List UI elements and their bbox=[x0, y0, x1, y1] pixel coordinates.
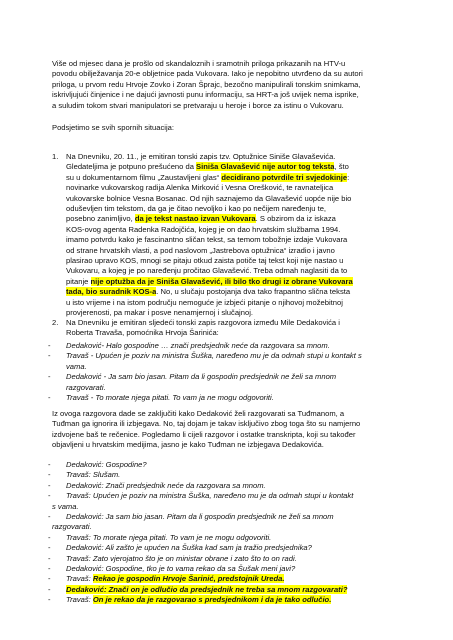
paragraph-line: izdvojene baš te rečenice. Pogledamo li cijeli razgovor i ostatke transkripta, koji su također bbox=[52, 429, 356, 439]
dash-bullet: - bbox=[48, 491, 51, 501]
dialog-line bbox=[48, 470, 412, 480]
dialog-line bbox=[48, 532, 412, 543]
intro-line: povodu obilježavanja 20-e obljetnice pada Vukovara. Iako je nepobitno utvrđeno da su autori bbox=[52, 69, 363, 79]
dialog-text-continued: s vama. bbox=[52, 501, 79, 511]
section-subtitle: Podsjetimo se svih spornih situacija: bbox=[52, 123, 174, 132]
item-line: Roberta Travaša, pomoćnika Hrvoja Šarinića: bbox=[66, 328, 219, 338]
list-number: 2. bbox=[52, 318, 59, 327]
speaker-label: Travaš: bbox=[66, 574, 93, 584]
dialog-text bbox=[52, 574, 412, 584]
item-line: vukovarske bolnice Vesna Bosanac. Od njih saznajemo da Glavašević uopće nije bio bbox=[66, 193, 352, 203]
text-run: posebno zanimljivo, bbox=[66, 214, 135, 224]
dialog-text: Travaš: Zato vjerojatno što je on ministar obrane i zato što to on radi. bbox=[66, 553, 297, 563]
paragraph-line: objavljeni u hrvatskim medijima, jasno je kako Tuđman ne izbjegava Dedakovića. bbox=[52, 440, 324, 450]
item-line: Na Dnevniku je emitiran sljedeći tonski zapis razgovora između Mile Dedakovića i bbox=[66, 318, 340, 327]
text-run: Gledateljima je potpuno prešućeno da bbox=[66, 162, 197, 172]
dialog-line bbox=[48, 393, 412, 403]
item-line: imamo potvrdu kako je fascinantno sličan tekst, sa temom tobožnje izdaje Vukovara bbox=[66, 235, 348, 245]
text-run: . No, u slučaju postojanja dva tako frapantno slična teksta bbox=[156, 287, 351, 297]
speaker-label: Travaš: bbox=[66, 595, 93, 605]
highlighted-text: Siniša Glavašević nije autor tog teksta bbox=[196, 162, 335, 172]
dialog-text: Travaš: To morate njega pitati. To vam je ne mogu odgovoriti. bbox=[66, 532, 272, 542]
dialog-text-continued: razgovarati. bbox=[52, 522, 92, 532]
highlighted-text: nije optužba da je Siniša Glavašević, ili bilo tko drugi iz obrane Vukovara bbox=[90, 276, 353, 286]
intro-line: Više od mjesec dana je prošlo od skandaloznih i sramotnih priloga prikazanih na HTV-u bbox=[52, 59, 346, 68]
highlighted-text: da je tekst nastao izvan Vukovara bbox=[134, 214, 256, 224]
highlighted-text: On je rekao da je razgovarao s predsjednikom i da je tako odlučio. bbox=[92, 595, 332, 605]
highlighted-text: Rekao je gospodin Hrvoje Šarinić, predstojnik Ureda. bbox=[92, 574, 285, 584]
dash-bullet: - bbox=[48, 341, 51, 350]
dialog-line bbox=[48, 351, 412, 372]
intro-paragraph bbox=[52, 59, 404, 111]
dash-bullet: - bbox=[48, 470, 51, 480]
list-item-1 bbox=[52, 152, 406, 319]
dash-bullet: - bbox=[48, 553, 51, 563]
item-line bbox=[66, 173, 406, 183]
analysis-paragraph bbox=[52, 409, 412, 451]
dialog-text-continued: razgovarati. bbox=[66, 382, 106, 392]
dialog-excerpt-2 bbox=[48, 460, 412, 606]
dialog-line bbox=[48, 512, 412, 533]
dialog-text: Dedaković - Ja sam bio jasan. Pitam da li gospodin predsjednik ne želi sa mnom bbox=[66, 372, 337, 382]
dialog-line bbox=[48, 341, 412, 351]
item-line: Na Dnevniku, 20. 11., je emitiran tonski zapis tzv. Optužnice Siniše Glavaševića. bbox=[66, 152, 336, 161]
dash-bullet: - bbox=[48, 564, 51, 574]
dialog-line bbox=[48, 491, 412, 512]
item-line: od strane hrvatskih vlasti, a pod naslovom „Jastrebova optužnica“ izradio i javno bbox=[66, 245, 335, 255]
dash-bullet: - bbox=[48, 574, 51, 584]
dialog-text: Travaš - To morate njega pitati. To vam ja ne mogu odgovoriti. bbox=[66, 393, 274, 403]
dialog-excerpt-1 bbox=[48, 341, 412, 403]
dash-bullet: - bbox=[48, 543, 51, 553]
highlighted-text: tada, bio suradnik KOS-a bbox=[66, 287, 157, 297]
dash-bullet: - bbox=[48, 595, 51, 605]
dialog-text: Travaš: Upućen je poziv na ministra Šuška, naređeno mu je da odmah stupi u kontakt bbox=[66, 491, 354, 501]
item-line: plasirao upravo KOS, mnogi se pitaju otkud zaista potiče taj tekst koji nije nastao u bbox=[66, 256, 344, 266]
dialog-line bbox=[48, 460, 412, 470]
dash-bullet: - bbox=[48, 460, 51, 469]
dialog-text-continued: vama. bbox=[66, 361, 87, 371]
paragraph-line: Tuđman ga ignorira ili izbjegava. No, taj dojam je takav isključivo zbog toga što su namjerno bbox=[52, 419, 361, 429]
intro-line: a suludim tokom stvari manipulatori se pretvaraju u heroje i borce za istinu o Vukovaru. bbox=[52, 100, 344, 110]
text-run: su u dokumentarnom filmu „Zaustavljeni glas“ bbox=[66, 172, 222, 182]
dialog-line bbox=[48, 574, 412, 584]
dialog-line bbox=[48, 553, 412, 564]
dialog-line bbox=[48, 372, 412, 393]
item-line bbox=[66, 162, 406, 172]
item-line: Vukovaru, a kojeg je po naređenju pročitao Glavašević. Treba odmah naglasiti da to bbox=[66, 266, 348, 276]
dash-bullet: - bbox=[48, 512, 51, 522]
text-run: : bbox=[347, 172, 350, 182]
dialog-text: Dedaković: Ja sam bio jasan. Pitam da li gospodin predsjednik ne želi sa mnom bbox=[66, 512, 334, 522]
item-line: KOS-ovog agenta Radenka Radojčića, kojeg je on dao hrvatskim službama 1994. bbox=[66, 224, 341, 234]
item-line bbox=[66, 287, 406, 297]
list-item-2 bbox=[52, 318, 406, 339]
dialog-text bbox=[52, 585, 412, 595]
dialog-text: Dedaković: Gospodine, tko je to vama rekao da sa Šušak meni javi? bbox=[66, 564, 296, 574]
dash-bullet: - bbox=[48, 532, 51, 542]
item-line: provjerenosti, pa makar i posve nenamjernoj i slučajnoj. bbox=[66, 308, 253, 318]
dash-bullet: - bbox=[48, 351, 51, 361]
dialog-line bbox=[48, 480, 412, 491]
item-line: novinarke vukovarskog radija Alenka Mirković i Vesna Orešković, te ravnateljica bbox=[66, 183, 334, 193]
intro-line: priloga, u prvom redu Hrvoje Zovko i Zoran Šprajc, bezočno manipulirali tonskim snimkama, bbox=[52, 79, 361, 89]
item-line bbox=[66, 277, 406, 287]
dialog-text: Dedaković: Gospodine? bbox=[66, 460, 147, 469]
highlighted-text: decidirano potvrdile tri svjedokinje bbox=[221, 172, 348, 182]
item-line bbox=[66, 214, 406, 224]
item-line: oduševljen tim tekstom, da ga je čitao nevoljko i kao po nečijem naređenju te, bbox=[66, 204, 327, 214]
list-number: 1. bbox=[52, 152, 59, 161]
dialog-text: Dedaković: Znači predsjednik neće da razgovara sa mnom. bbox=[66, 480, 266, 490]
dialog-text: Travaš: Slušam. bbox=[66, 470, 121, 480]
dialog-text: Travaš - Upućen je poziv na ministra Šuška, naređeno mu je da odmah stupi u kontakt s bbox=[66, 351, 362, 361]
dash-bullet: - bbox=[48, 584, 51, 594]
item-line: u isto vrijeme i na istom području nemoguće je izbjeći pitanje o njihovoj možebitnoj bbox=[66, 297, 343, 307]
dash-bullet: - bbox=[48, 393, 51, 403]
dash-bullet: - bbox=[48, 372, 51, 382]
dialog-text bbox=[52, 595, 412, 605]
paragraph-line: Iz ovoga razgovora dade se zaključiti kako Dedaković želi razgovarati sa Tuđmanom, a bbox=[52, 409, 345, 418]
dash-bullet: - bbox=[48, 480, 51, 490]
dialog-line bbox=[48, 564, 412, 574]
dialog-line bbox=[48, 543, 412, 553]
intro-line: iskrivljujući činjenice i ne dajući javnosti punu informaciju, sa HRT-a još uvijek nema isprike, bbox=[52, 90, 359, 100]
text-run: , što bbox=[334, 162, 349, 172]
dialog-line bbox=[48, 595, 412, 605]
dialog-text: Dedaković- Halo gospodine … znači predsjednik neće da razgovara sa mnom. bbox=[66, 341, 330, 350]
dialog-line bbox=[48, 584, 412, 595]
text-run: . S obzirom da iz iskaza bbox=[255, 214, 336, 224]
text-run: pitanje bbox=[66, 276, 91, 286]
dialog-text: Dedaković: Ali zašto je upućen na Šuška kad sam ja tražio predsjednika? bbox=[66, 543, 312, 553]
highlighted-text: Dedaković: Znači on je odlučio da predsjednik ne treba sa mnom razgovarati? bbox=[66, 584, 348, 594]
